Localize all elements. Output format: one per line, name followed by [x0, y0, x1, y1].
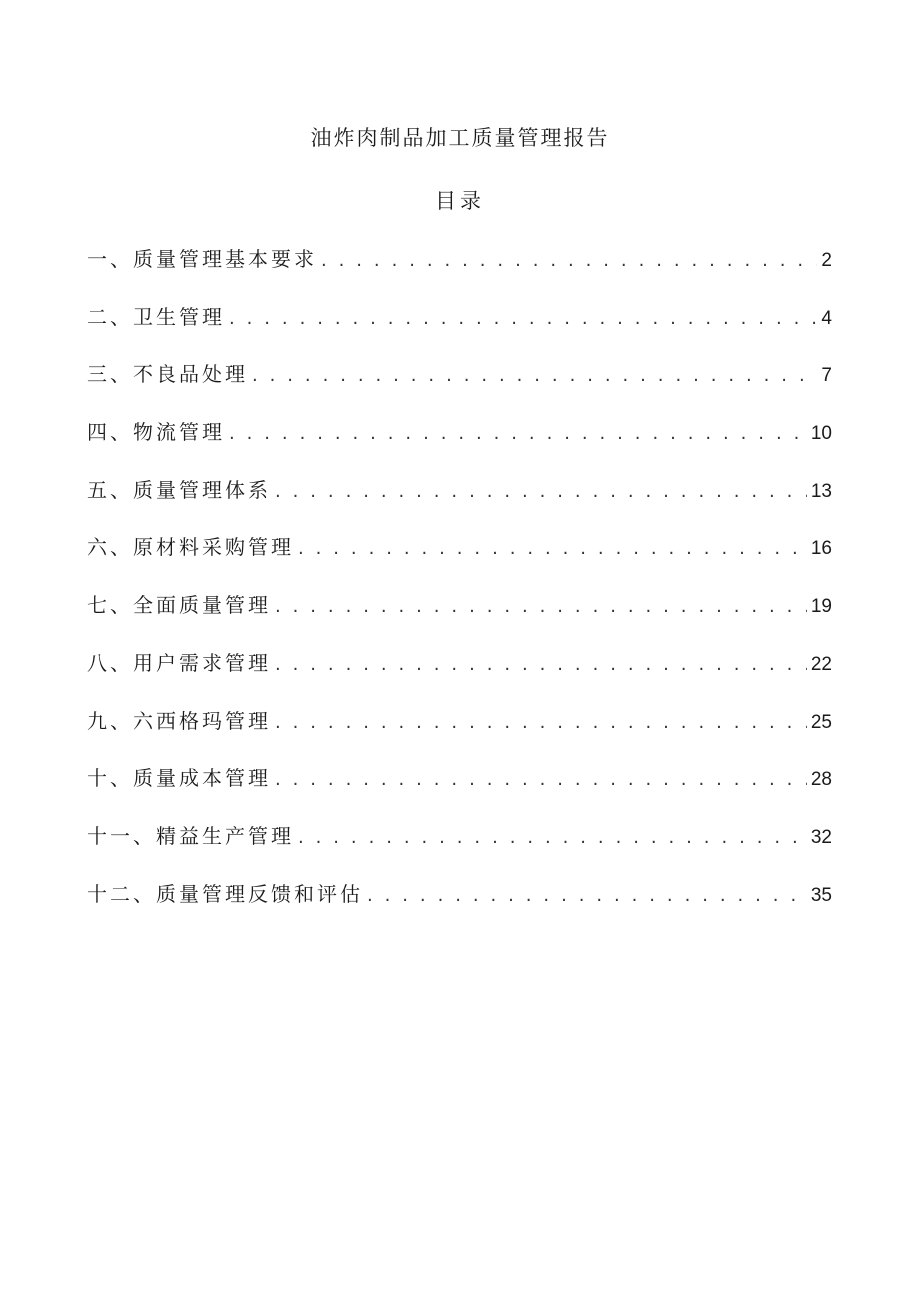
toc-entry-label: 三、不良品处理	[87, 362, 248, 387]
toc-entry[interactable]	[87, 647, 832, 705]
toc-entry-label: 四、物流管理	[87, 420, 225, 445]
toc-entry-label: 二、卫生管理	[87, 304, 225, 329]
toc-leader-dots	[229, 303, 817, 335]
toc-leader-dots	[367, 880, 807, 912]
toc-leader-dots	[275, 649, 807, 681]
toc-entry-label: 七、全面质量管理	[87, 593, 271, 618]
toc-leader-dots	[275, 764, 807, 796]
toc-page-number: 22	[810, 653, 832, 675]
document-title: 油炸肉制品加工质量管理报告	[310, 126, 610, 150]
toc-entry-label: 九、六西格玛管理	[87, 708, 271, 733]
toc-page-number: 10	[810, 423, 832, 445]
toc-entry[interactable]	[87, 531, 832, 589]
toc-page-number: 2	[821, 250, 832, 271]
toc-entry[interactable]	[87, 762, 832, 820]
toc-entry[interactable]	[87, 705, 832, 763]
toc-entry[interactable]	[87, 358, 832, 416]
toc-entry-label: 八、用户需求管理	[87, 650, 271, 675]
toc-page-number: 35	[810, 884, 832, 906]
toc-entry-label: 五、质量管理体系	[87, 477, 271, 502]
toc-entry-label: 十、质量成本管理	[87, 766, 271, 791]
toc-leader-dots	[321, 245, 817, 277]
toc-entry[interactable]	[87, 878, 832, 936]
toc-entry-label: 十二、质量管理反馈和评估	[87, 881, 363, 906]
toc-page-number: 32	[810, 826, 832, 848]
toc-entry[interactable]	[87, 301, 832, 359]
toc-entry[interactable]	[87, 416, 832, 474]
table-of-contents	[87, 243, 832, 935]
toc-leader-dots	[298, 822, 807, 854]
toc-leader-dots	[252, 360, 817, 392]
toc-page-number: 25	[810, 711, 832, 733]
toc-page-number: 28	[810, 769, 832, 791]
toc-entry[interactable]	[87, 243, 832, 301]
toc-entry-label: 十一、精益生产管理	[87, 823, 294, 848]
toc-page-number: 19	[810, 596, 832, 618]
toc-leader-dots	[229, 418, 807, 450]
toc-page-number: 16	[810, 538, 832, 560]
toc-leader-dots	[275, 707, 807, 739]
toc-entry-label: 一、质量管理基本要求	[87, 247, 317, 271]
toc-heading: 目录	[435, 189, 485, 213]
toc-entry-label: 六、原材料采购管理	[87, 535, 294, 560]
toc-leader-dots	[275, 591, 807, 623]
toc-leader-dots	[298, 533, 807, 565]
toc-entry[interactable]	[87, 589, 832, 647]
toc-entry[interactable]	[87, 820, 832, 878]
toc-page-number: 13	[810, 480, 832, 502]
toc-leader-dots	[275, 476, 807, 508]
toc-page-number: 4	[821, 307, 832, 329]
toc-entry[interactable]	[87, 474, 832, 532]
toc-page-number: 7	[821, 365, 832, 387]
